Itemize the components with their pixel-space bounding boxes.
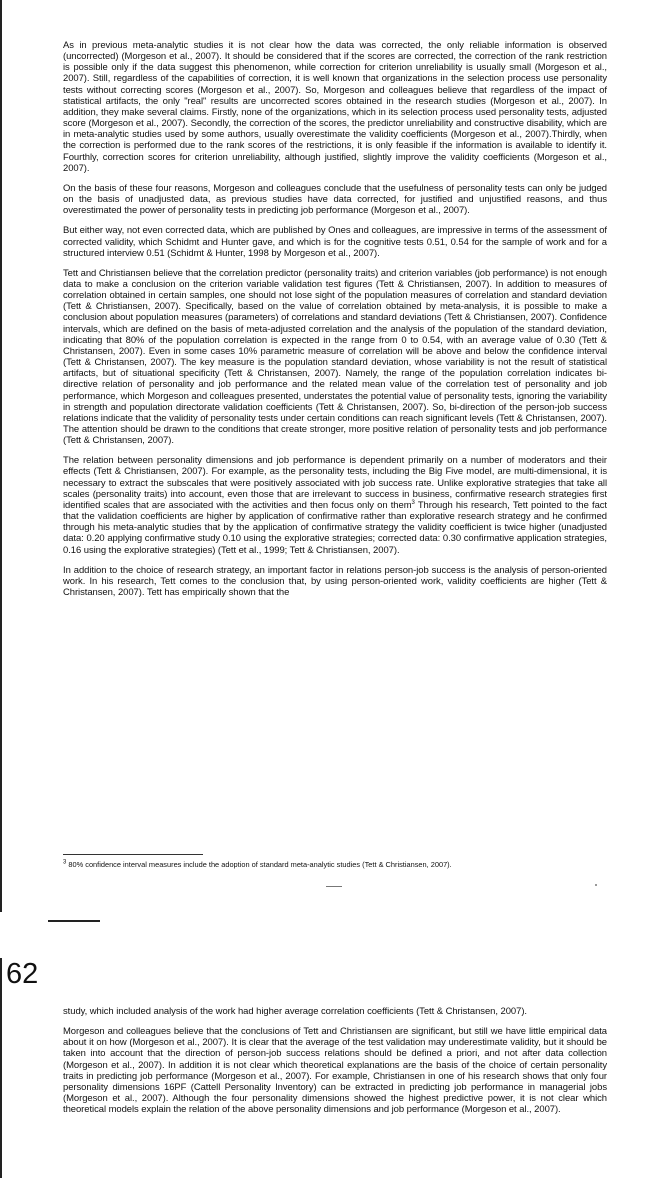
- scan-artifact-mark: [326, 886, 342, 887]
- paragraph-continued-study: study, which included analysis of the work had higher average correlation coefficients (Tett & Christansen, 2007).: [63, 1006, 527, 1017]
- paragraph-corrected-data: But either way, not even corrected data, which are published by Ones and colleagues, are impressive in terms of the assessment of corrected validity, which Schidmt and Hunter gave, and which is for the cognitive tests 0.51, 0.54 for the sample of work and for a structured interview 0.51 (Schidmt & Hunter, 1998 by Morgeson et al., 2007).: [63, 225, 607, 259]
- footnote-text: 80% confidence interval measures include the adoption of standard meta-analytic studies (Tett & Christiansen, 2007).: [66, 860, 452, 869]
- scan-artifact-dash: [48, 920, 100, 922]
- body-text-lower: [63, 1006, 607, 1124]
- paragraph-four-reasons: On the basis of these four reasons, Morgeson and colleagues conclude that the usefulness of personality tests can only be judged on the basis of unadjusted data, as previous studies have data corrected, for justified and unjustified reasons, and thus overestimated the power of personality tests in predicting job performance (Morgeson et al., 2007).: [63, 182, 607, 217]
- footnote-reference: 3: [411, 499, 415, 506]
- footnote: [63, 860, 607, 870]
- page-number: 62: [6, 958, 39, 990]
- paragraph-moderators-part1: The relation between personality dimensions and job performance is dependent primarily on a number of moderators and their effects (Tett & Christiansen, 2007). For example, as the personality tests, including the Big Five model, are multi-dimensional, it is necessary to extract the subscales that were positively associated with job success rate. Unlike explorative strategies that take all scales (personality traits) into account, even those that are irrelevant to success in business, confirmative research strategies first identified scales that are associated with the activities and then focus only on them: [63, 455, 607, 511]
- paragraph-morgeson-response: Morgeson and colleagues believe that the conclusions of Tett and Christiansen are significant, but still we have little empirical data about it on how (Morgeson et al., 2007). It is clear that the average of the test validation may underestimate validity, but it should be taken into account that the direction of person-job success relations should be defined a priori, and not after data collection (Morgeson et al., 2007). In addition it is not clear which theoretical explanations are the basis of the choice of certain personality traits in predicting job performance (Morgeson et al., 2007). For example, Christiansen in one of his research shows that only four personality dimensions 16PF (Cattell Personality Inventory) can be extracted in predicting job performance in managerial jobs (Morgeson et al., 2007). Although the four personality dimensions showed the highest predictive power, it is not clear which theoretical models explain the relation of the above personality dimensions and job performance (Morgeson et al., 2007).: [63, 1026, 607, 1116]
- paragraph-correction: As in previous meta-analytic studies it is not clear how the data was corrected, the only reliable information is observed (uncorrected) (Morgeson et al., 2007). It should be considered that if the scores are corrected, the correction of the rank restriction is possible only if the data suggest this phenomenon, while correction for criterion unreliability is usually small (Morgeson et al., 2007). Still, regardless of the capabilities of correction, it is well known that organizations in the selection process use personality tests without correcting scores (Morgeson et al., 2007). So, Morgeson and colleagues believe that regardless of the impact of statistical artifacts, the only "real" results are uncorrected scores obtained in the research studies (Morgeson et al., 2007). In addition, they make several claims. Firstly, none of the organizations, which in its selection process used personality tests, adjusted score (Morgeson et al., 2007). Secondly, the correction of the scores, the predictor unreliability and constructive disability, which are in meta-analytic studies used by some authors, usually overestimate the validity coefficients (Morgeson et al., 2007).Thirdly, when the correction is performed due to the rank scores of the restrictions, it is only feasible if the information is available to identify it. Fourthly, correction scores for criterion unreliability, although justified, slightly improve the validity coefficients (Morgeson et al., 2007).: [63, 40, 607, 174]
- body-text-upper: [63, 40, 607, 607]
- footnote-number: 3: [63, 859, 67, 866]
- paragraph-person-oriented-work: In addition to the choice of research strategy, an important factor in relations person-job success is the analysis of person-oriented work. In his research, Tett comes to the conclusion that, by using person-oriented work, validity coefficients are higher (Tett & Christansen, 2007). Tett has empirically shown that the: [63, 564, 607, 599]
- paragraph-moderators: [63, 455, 607, 555]
- scan-left-border-bottom: [0, 958, 2, 1178]
- paragraph-moderators-part2: Through his research, Tett pointed to the fact that the validation coefficients are higher by application of confirmative rather than explorative research strategy and he confirmed through his meta-analytic studies that by the application of confirmative strategy the validity coefficient is twice higher (unadjusted data: 0.20 applying confirmative study 0.10 using the explorative strategies; corrected data: 0.30 confirmative application strategies, 0.16 using the explorative strategies) (Tett et al., 1999; Tett & Christiansen, 2007).: [63, 499, 608, 556]
- paragraph-tett-christiansen: Tett and Christiansen believe that the correlation predictor (personality traits) and criterion variables (job performance) is not enough data to make a conclusion on the criterion variable validation test figures (Tett & Christiansen, 2007). In addition to measures of correlation obtained in certain samples, one should not lose sight of the population measures of correlation and standard deviation (Tett & Christiansen, 2007). Specifically, based on the value of correlation obtained by meta-analysis, it is possible to make a conclusion about population measures (parameters) of correlations and standard deviations (Tett & Christiansen, 2007). Confidence intervals, which are defined on the basis of meta-adjusted correlation and the analysis of the population of the standard deviation, indicating that 80% of the population correlation is expected in the range from 0 to 0.54, with an average value of 0.30 (Tett & Christansen, 2007). Even in some cases 10% parametric measure of correlation will be above and below the confidence interval (Tett & Christansen, 2007). The key measure is the population standard deviation, whose variability is not the result of statistical artifacts, but of situational specificity (Tett & Christansen, 2007). Namely, the range of the population correlation indicates bi-directive relation of personality and job performance and the related mean value of the correlation test of personality and job performance, which Morgeson and colleagues presented, understates the potential value of personality tests, ignoring the variability in strength and population directorate validation coefficients (Tett & Christansen, 2007). So, bi-direction of the person-job success relations indicate that the validity of personality tests under certain conditions can reach significant levels (Tett & Christansen, 2007). The attention should be drawn to the conditions that create stronger, more positive relation of personality tests and job performance (Tett & Christansen, 2007).: [63, 267, 607, 447]
- scan-artifact-dot: [595, 884, 597, 886]
- footnote-divider: [63, 854, 203, 855]
